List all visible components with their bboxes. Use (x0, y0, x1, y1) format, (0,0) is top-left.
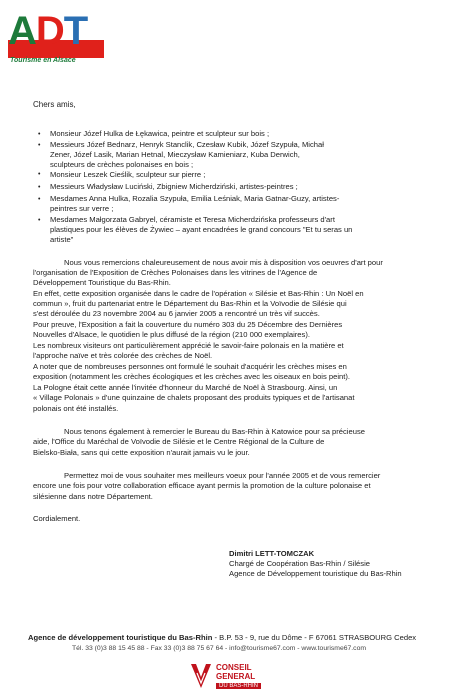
conseil-general-text (216, 663, 255, 681)
footer-address (28, 633, 416, 642)
letter-line: Monsieur Leszek Cieślik, sculpteur sur pierre ; (50, 170, 206, 179)
letter-line: Nous vous remercions chaleureusement de nous avoir mis à disposition vos oeuvres d'art pour (64, 258, 383, 267)
letter-line: Développement Touristique du Bas-Rhin. (33, 278, 171, 287)
letter-line: Messieurs Władysław Luciński, Zbigniew Micherdziński, artistes-peintres ; (50, 182, 298, 191)
letter-line: Mesdames Małgorzata Gabryel, céramiste et Teresa Micherdzińska professeurs d'art (50, 215, 335, 224)
letter-line: plastiques pour les élèves de Żywiec – ayant encadrées le grand concours "Et tu seras un (50, 225, 353, 234)
letter-line: sculpteurs de crèches polonaises en bois ; (50, 160, 194, 169)
conseil-department: DU BAS-RHIN (216, 683, 261, 689)
bullet: • (38, 142, 41, 149)
signature-title: Chargé de Coopération Bas-Rhin / Silésie (229, 559, 370, 568)
letter-line: Bielsko-Biała, sans qui cette exposition n'aurait jamais vu le jour. (33, 448, 250, 457)
letter-line: s'est déroulée du 23 novembre 2004 au 6 janvier 2005 a rencontré un très vif succès. (33, 309, 320, 318)
letter-line: Les nombreux visiteurs ont particulièrement apprécié le savoir-faire polonais en la matière et (33, 341, 344, 350)
bullet: • (38, 171, 41, 178)
footer-agency: Agence de développement touristique du Bas-Rhin (28, 633, 213, 642)
letter-line: Monsieur Józef Hulka de Łękawica, peintre et sculpteur sur bois ; (50, 129, 270, 138)
bullet: • (38, 217, 41, 224)
letter-line: polonais ont été installés. (33, 404, 119, 413)
signature-agency: Agence de Développement touristique du Bas-Rhin (229, 569, 402, 578)
conseil-general-mark-icon (190, 661, 212, 691)
letter-line: Pour preuve, l'Exposition a fait la couverture du numéro 303 du 25 Décembre des Dernières (33, 320, 343, 329)
logo-tagline: Tourisme en Alsace (10, 57, 76, 64)
letter-line: La Pologne était cette année l'invitée d'honneur du Marché de Noël à Strasbourg. Ainsi, un (33, 383, 338, 392)
salutation: Chers amis, (33, 100, 76, 109)
letter-line: Nouvelles d'Alsace, le quotidien le plus diffusé de la région (210 000 exemplaires). (33, 330, 310, 339)
letter-line: encore une fois pour votre collaboration efficace ayant permis la promotion de la culture polonaise et (33, 481, 371, 490)
letter-line: aide, l'Office du Maréchal de Voïvodie de Silésie et le Centre Régional de la Culture de (33, 437, 325, 446)
letter-line: Messieurs Józef Bednarz, Henryk Stanclik, Czesław Kubik, Józef Szypuła, Michał (50, 140, 324, 149)
letter-line: l'organisation de l'Exposition de Crèches Polonaises dans les vitrines de l'Agence de (33, 268, 318, 277)
letter-line: Nous tenons également à remercier le Bureau du Bas-Rhin à Katowice pour sa précieuse (64, 427, 365, 436)
adt-logo (8, 6, 104, 68)
bullet: • (38, 184, 41, 191)
closing: Cordialement. (33, 514, 81, 523)
letter-line: A noter que de nombreuses personnes ont formulé le souhait d'acquérir les crèches mises en (33, 362, 347, 371)
logo-letters: ADT (8, 9, 88, 53)
letter-line: peintres sur verre ; (50, 204, 114, 213)
letter-line: En effet, cette exposition organisée dans le cadre de l'opération « Silésie et Bas-Rhin : Un Noël en (33, 289, 364, 298)
signature-name: Dimitri LETT-TOMCZAK (229, 549, 315, 558)
letter-line: artiste" (50, 235, 74, 244)
letter-line: l'approche naïve et très colorée des crèches de Noël. (33, 351, 213, 360)
conseil-line2: GENERAL (216, 672, 256, 681)
footer-contact: Tél. 33 (0)3 88 15 45 88 - Fax 33 (0)3 88 75 67 64 - info@tourisme67.com - www.tourisme67.com (72, 645, 367, 652)
footer-address-rest: - B.P. 53 - 9, rue du Dôme - F 67061 STRASBOURG Cedex (212, 633, 417, 642)
letter-line: silésienne dans notre Département. (33, 492, 153, 501)
bullet: • (38, 131, 41, 138)
letter-line: Zener, Józef Lasik, Marian Hetnal, Mieczysław Kamieniarz, Kuba Derwich, (50, 150, 300, 159)
conseil-line1: CONSEIL (216, 663, 252, 672)
letter-line: commun », fruit du partenariat entre le Département du Bas-Rhin et la Voïvodie de Silésie qui (33, 299, 347, 308)
letter-line: Permettez moi de vous souhaiter mes meilleurs voeux pour l'année 2005 et de vous remercier (64, 471, 381, 480)
letter-line: « Village Polonais » d'une quinzaine de chalets proposant des produits typiques et de l'artisanat (33, 393, 355, 402)
bullet: • (38, 196, 41, 203)
letter-line: exposition (notamment les crèches écologiques et les crèches avec les oiseaux en bois peint). (33, 372, 350, 381)
letter-line: Mesdames Anna Hulka, Rozalia Szypuła, Emilia Leśniak, Maria Gatnar-Guzy, artistes- (50, 194, 340, 203)
